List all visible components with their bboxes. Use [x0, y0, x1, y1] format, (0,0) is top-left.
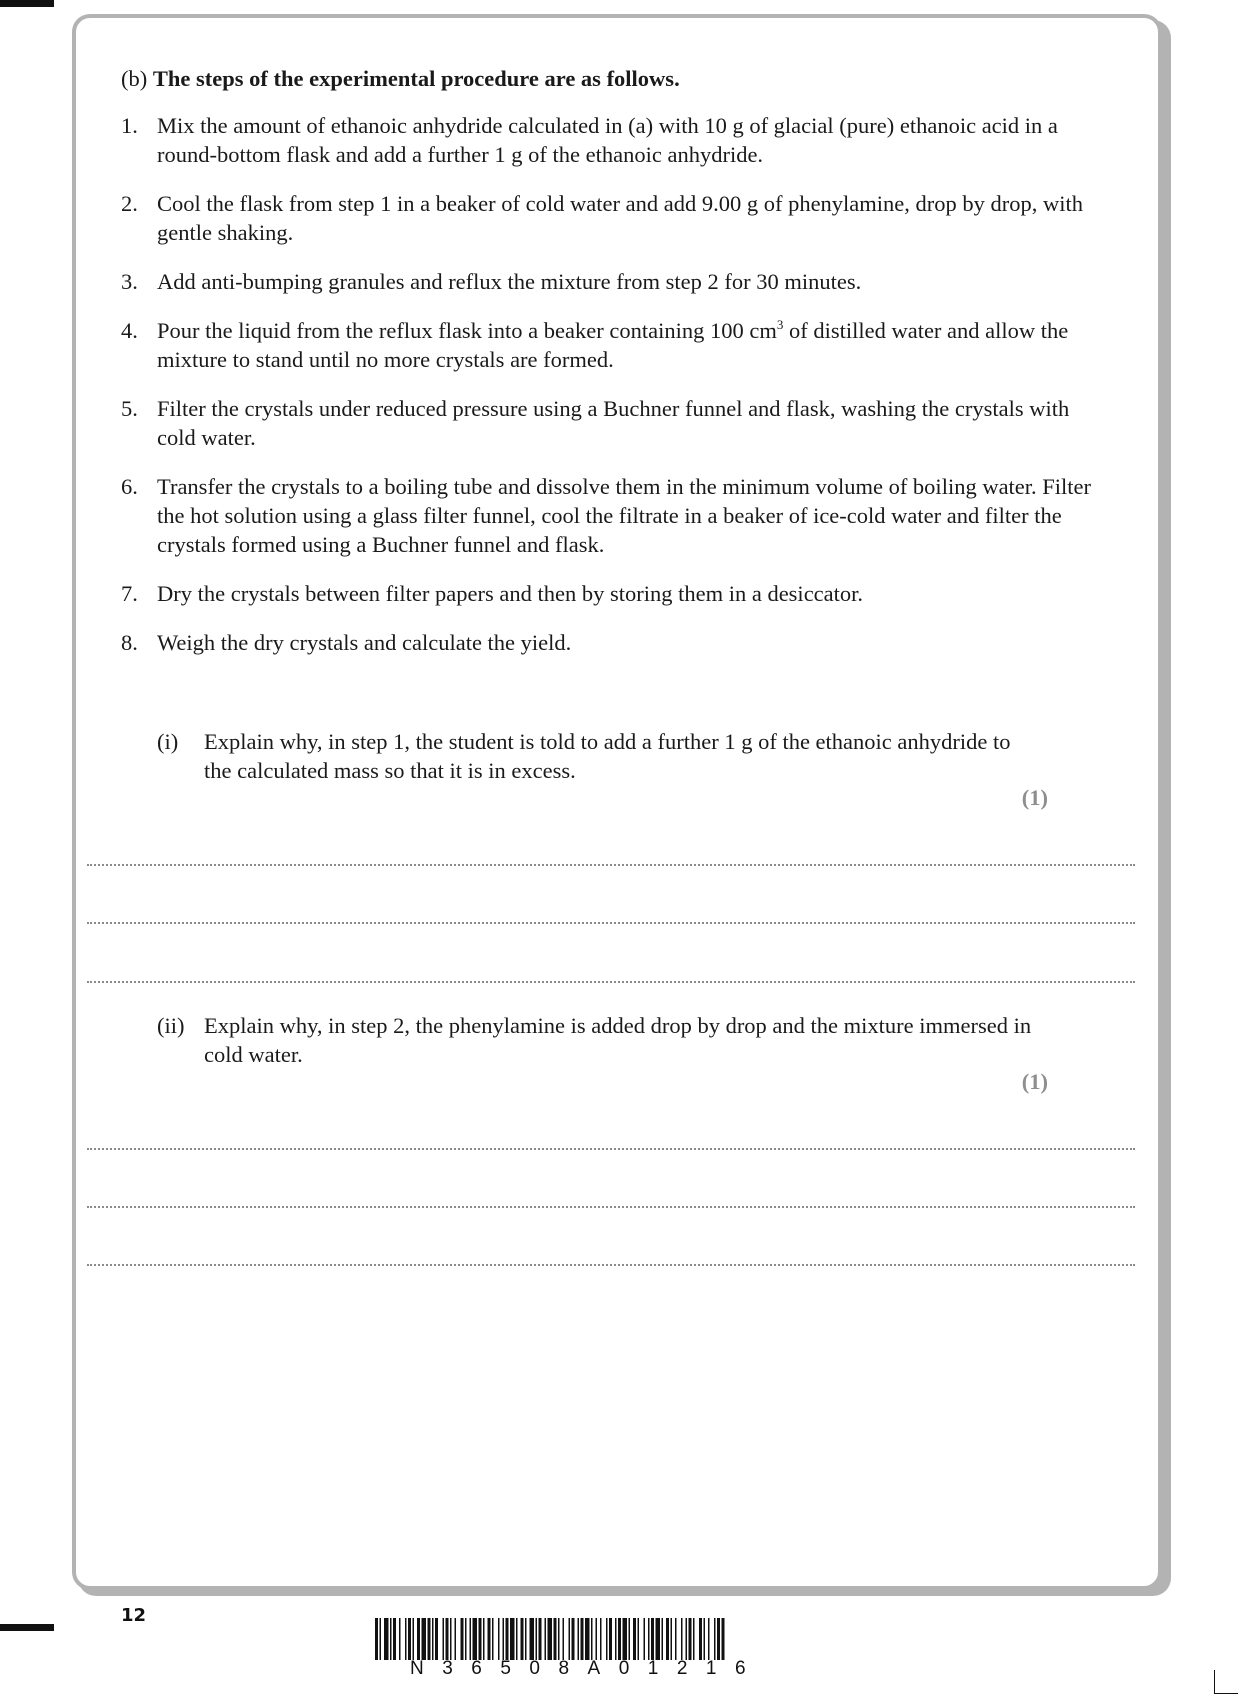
barcode-icon [375, 1618, 859, 1660]
answer-line[interactable] [87, 981, 1135, 983]
subquestion-i [157, 727, 1037, 785]
step-text: Filter the crystals under reduced pressure using a Buchner funnel and flask, washing the crystals with cold water. [157, 396, 1070, 450]
step-4 [121, 316, 1101, 374]
step-6 [121, 472, 1101, 559]
marks-allocation: (1) [1021, 785, 1048, 810]
question-heading [121, 64, 1101, 93]
crop-mark [1214, 1670, 1238, 1694]
superscript-3: 3 [776, 316, 784, 332]
step-text: Weigh the dry crystals and calculate the yield. [157, 630, 572, 655]
step-text-part: of distilled water and allow the mixture to stand until no more crystals are formed. [157, 318, 1069, 372]
step-text [157, 316, 1101, 374]
subquestion-ii [157, 1011, 1037, 1069]
step-2 [121, 189, 1101, 247]
subquestion-number: (i) [157, 729, 179, 754]
step-text: Transfer the crystals to a boiling tube and dissolve them in the minimum volume of boiling water. Filter the hot solution using a glass filter funnel, cool the filtrate in a beaker of ice-cold water and filter the crystals formed using a Buchner funnel and flask. [157, 474, 1092, 557]
subquestion-text: Explain why, in step 1, the student is told to add a further 1 g of the ethanoic anhydride to the calculated mass so that it is in excess. [204, 729, 1011, 783]
step-1 [121, 111, 1101, 169]
step-number: 3. [121, 269, 138, 294]
answer-line[interactable] [87, 922, 1135, 924]
answer-line[interactable] [87, 1148, 1135, 1150]
step-number: 5. [121, 396, 138, 421]
step-text: Cool the flask from step 1 in a beaker of cold water and add 9.00 g of phenylamine, drop by drop, with gentle shaking. [157, 191, 1084, 245]
step-number: 2. [121, 191, 138, 216]
registration-mark-top [0, 0, 54, 7]
question-label: (b) [121, 66, 148, 91]
barcode-text: N36508A01216 [410, 1658, 765, 1679]
step-text: Dry the crystals between filter papers and then by storing them in a desiccator. [157, 581, 864, 606]
step-8 [121, 628, 1101, 657]
step-text: Mix the amount of ethanoic anhydride calculated in (a) with 10 g of glacial (pure) ethanoic acid in a round-bottom flask and add a further 1 g of the ethanoic anhydride. [157, 113, 1058, 167]
step-number: 8. [121, 630, 138, 655]
answer-line[interactable] [87, 1264, 1135, 1266]
step-7 [121, 579, 1101, 608]
step-text: Add anti-bumping granules and reflux the mixture from step 2 for 30 minutes. [157, 269, 862, 294]
step-number: 7. [121, 581, 138, 606]
step-text-part: Pour the liquid from the reflux flask into a beaker containing 100 cm [157, 318, 777, 343]
page-number: 12 [121, 1605, 147, 1626]
question-heading-text: The steps of the experimental procedure are as follows. [152, 66, 680, 91]
subquestion-text: Explain why, in step 2, the phenylamine is added drop by drop and the mixture immersed in cold water. [204, 1013, 1032, 1067]
step-number: 4. [121, 318, 138, 343]
step-number: 6. [121, 474, 138, 499]
registration-mark-bottom [0, 1624, 54, 1631]
step-number: 1. [121, 113, 138, 138]
question-content [121, 64, 1101, 677]
answer-line[interactable] [87, 864, 1135, 866]
answer-line[interactable] [87, 1206, 1135, 1208]
step-5 [121, 394, 1101, 452]
step-3 [121, 267, 1101, 296]
marks-allocation: (1) [1021, 1069, 1048, 1094]
subquestion-number: (ii) [157, 1013, 185, 1038]
